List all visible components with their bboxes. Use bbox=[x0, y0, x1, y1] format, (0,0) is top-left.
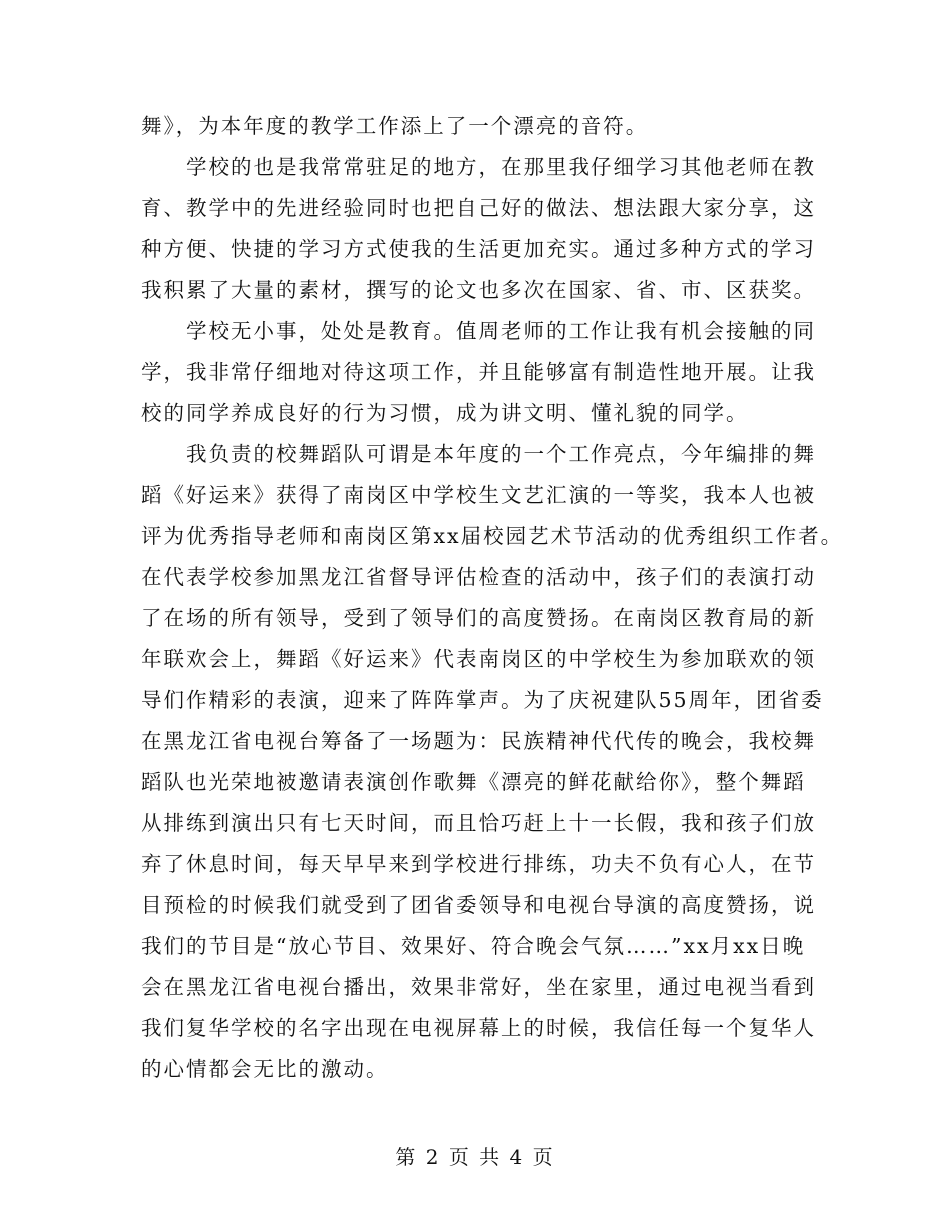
text-line: 蹈队也光荣地被邀请表演创作歌舞《漂亮的鲜花献给你》，整个舞蹈 bbox=[141, 770, 806, 794]
text-line: 校的同学养成良好的行为习惯，成为讲文明、懂礼貌的同学。 bbox=[141, 401, 749, 425]
page-number-footer: 第 2 页 共 4 页 bbox=[395, 1145, 555, 1169]
text-line: 种方便、快捷的学习方式使我的生活更加充实。通过多种方式的学习 bbox=[141, 237, 816, 261]
text-line: 年联欢会上，舞蹈《好运来》代表南岗区的中学校生为参加联欢的领 bbox=[141, 647, 816, 671]
text-line: 学，我非常仔细地对待这项工作，并且能够富有制造性地开展。让我 bbox=[141, 360, 816, 384]
text-line: 目预检的时候我们就受到了团省委领导和电视台导演的高度赞扬，说 bbox=[141, 893, 816, 917]
text-line: 育、教学中的先进经验同时也把自己好的做法、想法跟大家分享，这 bbox=[141, 196, 816, 220]
text-line: 蹈《好运来》获得了南岗区中学校生文艺汇演的一等奖，我本人也被 bbox=[141, 483, 816, 507]
text-line: 会在黑龙江省电视台播出，效果非常好，坐在家里，通过电视当看到 bbox=[141, 975, 816, 999]
text-line: 舞》，为本年度的教学工作添上了一个漂亮的音符。 bbox=[141, 114, 649, 138]
text-line: 导们作精彩的表演，迎来了阵阵掌声。为了庆祝建队55周年，团省委 bbox=[141, 688, 824, 712]
text-line: 我积累了大量的素材，撰写的论文也多次在国家、省、市、区获奖。 bbox=[141, 278, 816, 302]
text-line: 我们复华学校的名字出现在电视屏幕上的时候，我信任每一个复华人 bbox=[141, 1016, 816, 1040]
text-line: 的心情都会无比的激动。 bbox=[141, 1057, 389, 1081]
text-line: 了在场的所有领导，受到了领导们的高度赞扬。在南岗区教育局的新 bbox=[141, 606, 816, 630]
document-body bbox=[141, 106, 844, 1090]
text-line: 弃了休息时间，每天早早来到学校进行排练，功夫不负有心人，在节 bbox=[141, 852, 816, 876]
text-line: 从排练到演出只有七天时间，而且恰巧赶上十一长假，我和孩子们放 bbox=[141, 811, 816, 835]
text-line: 学校的也是我常常驻足的地方，在那里我仔细学习其他老师在教 bbox=[141, 155, 816, 179]
text-line: 评为优秀指导老师和南岗区第xx届校园艺术节活动的优秀组织工作者。 bbox=[141, 524, 844, 548]
text-line: 在代表学校参加黑龙江省督导评估检查的活动中，孩子们的表演打动 bbox=[141, 565, 816, 589]
text-line: 学校无小事，处处是教育。值周老师的工作让我有机会接触的同 bbox=[141, 319, 816, 343]
text-line: 在黑龙江省电视台筹备了一场题为：民族精神代代传的晚会，我校舞 bbox=[141, 729, 816, 753]
text-line: 我负责的校舞蹈队可谓是本年度的一个工作亮点，今年编排的舞 bbox=[141, 442, 816, 466]
text-line: 我们的节目是“放心节目、效果好、符合晚会气氛……”xx月xx日晚 bbox=[141, 934, 806, 958]
